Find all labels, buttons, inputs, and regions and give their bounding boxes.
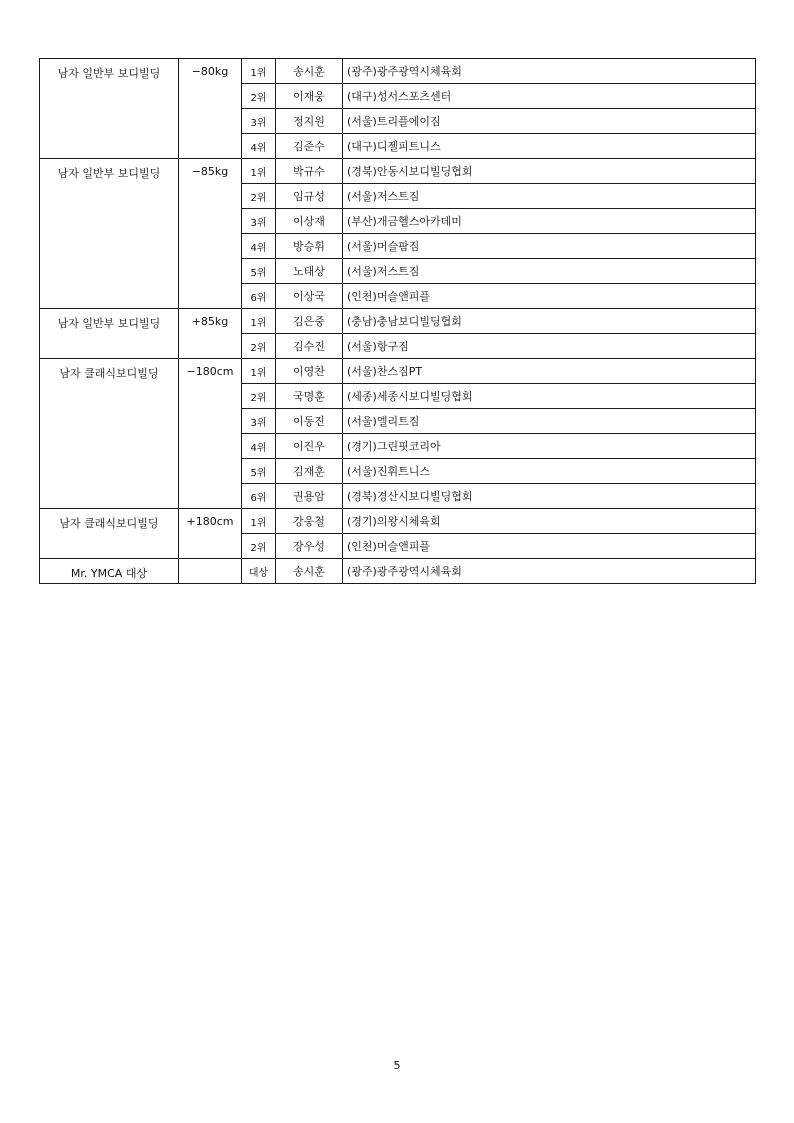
name-cell: 이상재 [276,209,343,234]
team-cell: (서울)머슬팜짐 [343,234,756,259]
rank-cell: 3위 [242,409,276,434]
weight-class-cell: +85kg [179,309,242,359]
team-cell: (서울)트리플에이짐 [343,109,756,134]
category-cell: 남자 일반부 보디빌딩 [40,159,179,309]
name-cell: 이영찬 [276,359,343,384]
team-cell: (광주)광주광역시체육회 [343,559,756,584]
name-cell: 이동진 [276,409,343,434]
team-cell: (대구)디젤피트니스 [343,134,756,159]
results-table [39,58,756,584]
table-row [40,59,756,84]
category-cell: 남자 클래식보디빌딩 [40,509,179,559]
rank-cell: 1위 [242,359,276,384]
table-row [40,559,756,584]
team-cell: (서울)엘리트짐 [343,409,756,434]
name-cell: 이상국 [276,284,343,309]
rank-cell: 대상 [242,559,276,584]
team-cell: (충남)충남보디빌딩협회 [343,309,756,334]
category-cell: 남자 일반부 보디빌딩 [40,309,179,359]
team-cell: (광주)광주광역시체육회 [343,59,756,84]
rank-cell: 5위 [242,459,276,484]
name-cell: 임규성 [276,184,343,209]
team-cell: (서울)저스트짐 [343,259,756,284]
name-cell: 김재훈 [276,459,343,484]
category-cell: 남자 일반부 보디빌딩 [40,59,179,159]
rank-cell: 3위 [242,209,276,234]
team-cell: (인천)머슬앤피플 [343,284,756,309]
name-cell: 권용암 [276,484,343,509]
rank-cell: 2위 [242,384,276,409]
results-table-body [40,59,756,584]
name-cell: 국명훈 [276,384,343,409]
rank-cell: 2위 [242,534,276,559]
rank-cell: 5위 [242,259,276,284]
table-row [40,309,756,334]
team-cell: (세종)세종시보디빌딩협회 [343,384,756,409]
name-cell: 장우성 [276,534,343,559]
rank-cell: 3위 [242,109,276,134]
rank-cell: 1위 [242,159,276,184]
name-cell: 김준수 [276,134,343,159]
rank-cell: 4위 [242,134,276,159]
team-cell: (경기)그린핏코리아 [343,434,756,459]
team-cell: (인천)머슬앤피플 [343,534,756,559]
rank-cell: 2위 [242,184,276,209]
name-cell: 강웅철 [276,509,343,534]
rank-cell: 1위 [242,59,276,84]
team-cell: (경기)의왕시체육회 [343,509,756,534]
rank-cell: 6위 [242,284,276,309]
name-cell: 방승휘 [276,234,343,259]
name-cell: 이진우 [276,434,343,459]
table-row [40,509,756,534]
name-cell: 송시훈 [276,559,343,584]
table-row [40,359,756,384]
rank-cell: 6위 [242,484,276,509]
name-cell: 노태상 [276,259,343,284]
table-row [40,159,756,184]
category-cell: 남자 클래식보디빌딩 [40,359,179,509]
rank-cell: 4위 [242,434,276,459]
category-cell: Mr. YMCA 대상 [40,559,179,584]
name-cell: 박규수 [276,159,343,184]
team-cell: (서울)항구짐 [343,334,756,359]
name-cell: 정지원 [276,109,343,134]
team-cell: (대구)성서스포츠센터 [343,84,756,109]
team-cell: (부산)개금헬스아카데미 [343,209,756,234]
team-cell: (경북)경산시보디빌딩협회 [343,484,756,509]
name-cell: 김은중 [276,309,343,334]
weight-class-cell: −80kg [179,59,242,159]
team-cell: (서울)찬스짐PT [343,359,756,384]
page-number: 5 [393,1059,401,1072]
name-cell: 이재웅 [276,84,343,109]
rank-cell: 1위 [242,509,276,534]
weight-class-cell: +180cm [179,509,242,559]
team-cell: (서울)저스트짐 [343,184,756,209]
weight-class-cell: −85kg [179,159,242,309]
rank-cell: 1위 [242,309,276,334]
name-cell: 김수진 [276,334,343,359]
team-cell: (서울)진휘트니스 [343,459,756,484]
rank-cell: 4위 [242,234,276,259]
weight-class-cell [179,559,242,584]
weight-class-cell: −180cm [179,359,242,509]
rank-cell: 2위 [242,84,276,109]
rank-cell: 2위 [242,334,276,359]
name-cell: 송시훈 [276,59,343,84]
team-cell: (경북)안동시보디빌딩협회 [343,159,756,184]
